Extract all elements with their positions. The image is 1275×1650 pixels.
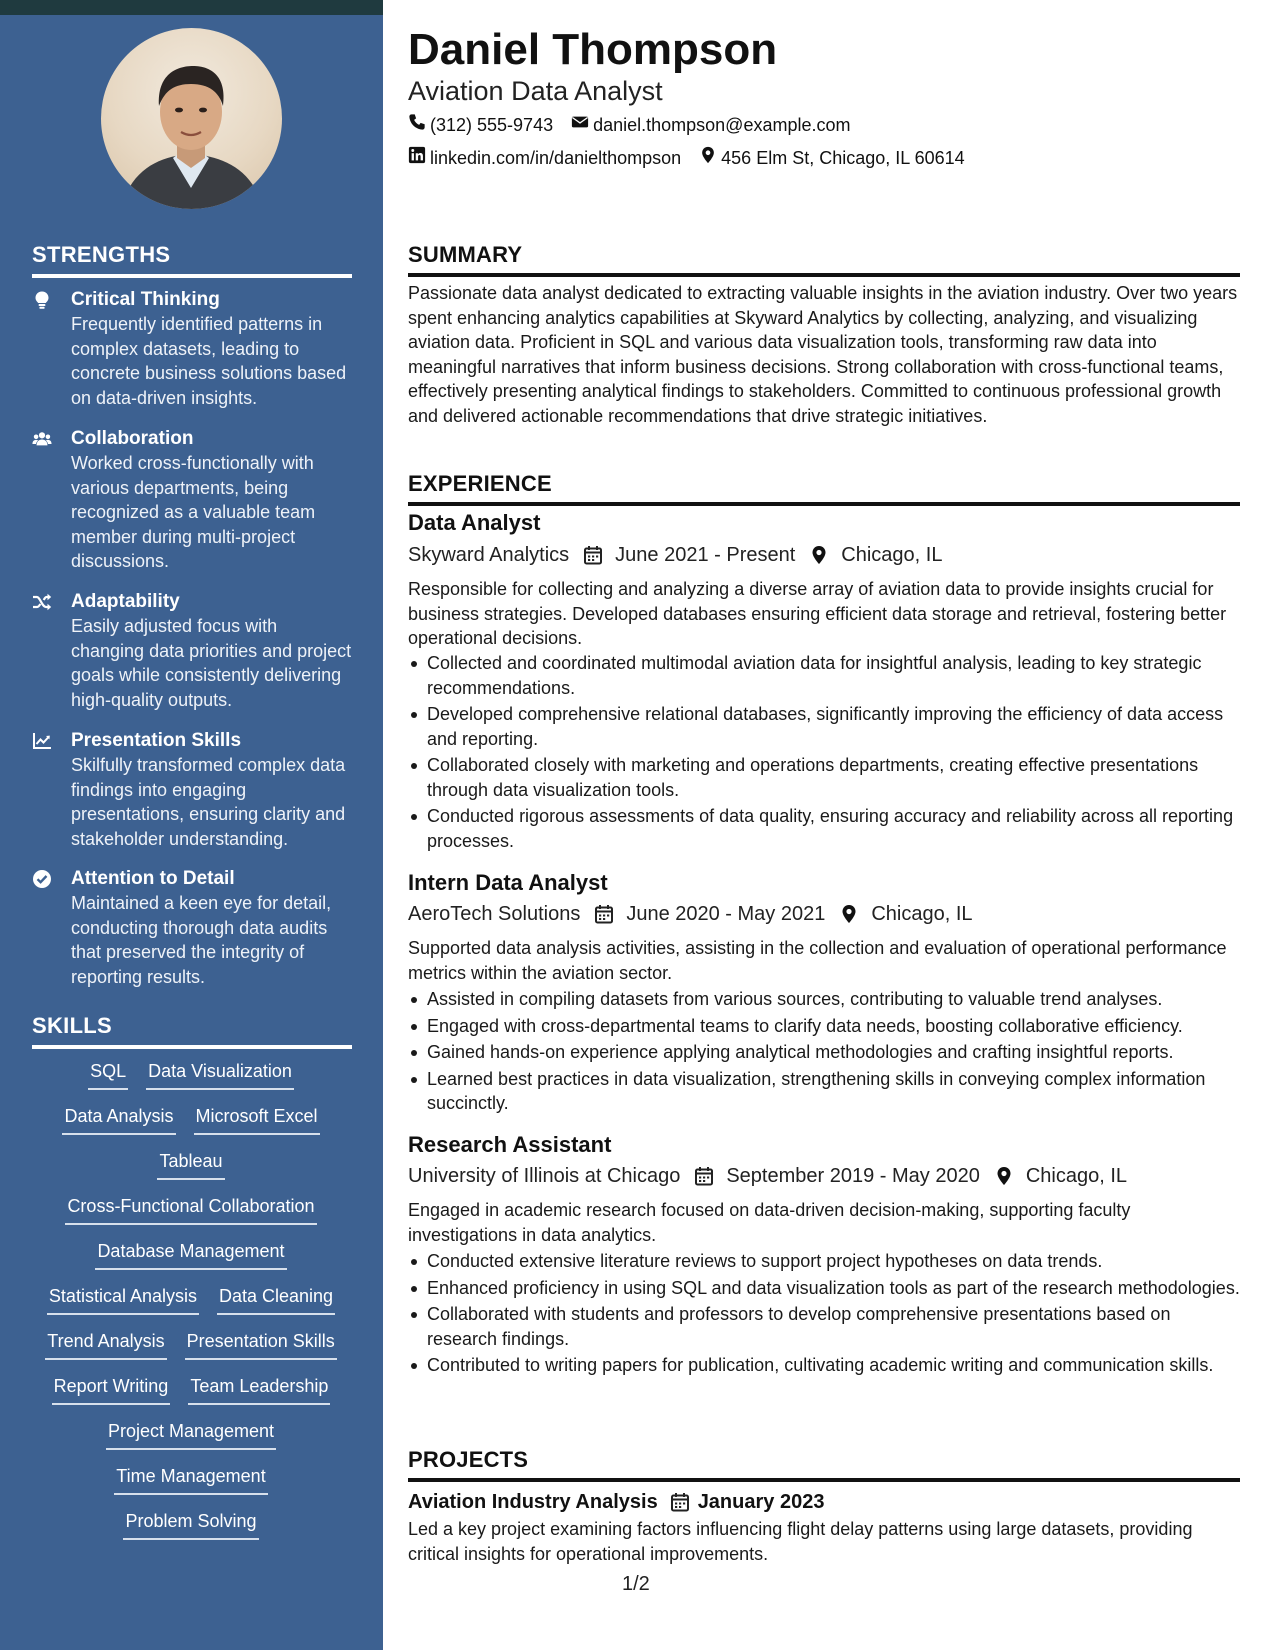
job-dates: June 2020 - May 2021	[626, 903, 826, 925]
strength-title: Collaboration	[71, 428, 194, 449]
list-item: Collected and coordinated multimodal aviation data for insightful analysis, leading to key strategic recommendations.	[408, 651, 1240, 700]
project-date: January 2023	[697, 1491, 825, 1513]
job-description: Engaged in academic research focused on data-driven decision-making, supporting faculty investigations in data analytics.	[408, 1200, 1131, 1245]
job-company: University of Illinois at Chicago	[408, 1165, 681, 1187]
project-title: Aviation Industry Analysis	[408, 1491, 658, 1513]
strength-title: Critical Thinking	[71, 289, 220, 310]
strength-item	[32, 867, 352, 989]
skill-tag: Trend Analysis	[45, 1330, 166, 1360]
location-pin-icon	[839, 904, 859, 924]
experience-heading: EXPERIENCE	[408, 471, 1240, 506]
list-item: Assisted in compiling datasets from various sources, contributing to valuable trend analyses.	[408, 987, 1240, 1012]
job-title: Intern Data Analyst	[408, 870, 608, 895]
job-bullets	[408, 651, 1240, 855]
strength-item	[32, 590, 352, 712]
envelope-icon	[571, 113, 589, 137]
list-item: Collaborated closely with marketing and operations departments, creating effective presentations through data visualization tools.	[408, 753, 1240, 802]
email-address: daniel.thompson@example.com	[593, 115, 851, 135]
job-location: Chicago, IL	[841, 544, 943, 566]
list-item: Learned best practices in data visualization, strengthening skills in conveying complex information succinctly.	[408, 1067, 1240, 1116]
job-meta	[408, 901, 973, 927]
contact-row	[408, 113, 851, 137]
strength-title: Attention to Detail	[71, 868, 235, 889]
skill-tag: Project Management	[106, 1420, 276, 1450]
job-company: Skyward Analytics	[408, 544, 570, 566]
list-item: Contributed to writing papers for publication, cultivating academic writing and communication skills.	[408, 1353, 1240, 1378]
skill-tag: Time Management	[114, 1465, 267, 1495]
list-item: Gained hands-on experience applying analytical methodologies and crafting insightful reports.	[408, 1040, 1240, 1065]
list-item: Enhanced proficiency in using SQL and data visualization tools as part of the research methodologies.	[408, 1276, 1240, 1301]
location-pin-icon	[994, 1166, 1014, 1186]
list-item: Developed comprehensive relational databases, significantly improving the efficiency of data access and reporting.	[408, 702, 1240, 751]
candidate-role: Aviation Data Analyst	[408, 76, 663, 106]
calendar-icon	[594, 904, 614, 924]
address-text: 456 Elm St, Chicago, IL 60614	[721, 148, 965, 168]
skill-tag: SQL	[88, 1060, 128, 1090]
strengths-heading: STRENGTHS	[32, 242, 352, 278]
job-dates: September 2019 - May 2020	[726, 1165, 980, 1187]
skill-tag: Microsoft Excel	[194, 1105, 320, 1135]
strength-title: Presentation Skills	[71, 730, 242, 751]
location-pin-icon	[809, 545, 829, 565]
job-location: Chicago, IL	[1025, 1165, 1128, 1187]
sidebar-top-bar	[0, 0, 383, 15]
list-item: Conducted extensive literature reviews to support project hypotheses on data trends.	[408, 1249, 1240, 1274]
job-dates: June 2021 - Present	[615, 544, 796, 566]
job-location: Chicago, IL	[871, 903, 973, 925]
job-description: Responsible for collecting and analyzing a diverse array of aviation data to provide insights crucial for business strategies. Developed databases ensuring efficient data storage and retrieval, fostering better operational decisions.	[408, 579, 1227, 648]
skill-tag: Cross-Functional Collaboration	[65, 1195, 316, 1225]
summary-text: Passionate data analyst dedicated to extracting valuable insights in the aviation industry. Over two years spent enhancing analytics capabilities at Skyward Analytics by collecting, analyzing, and visualizing aviation data. Proficient in SQL and various data visualization tools, transforming raw data into meaningful narratives that inform business decisions. Strong collaboration with cross-functional teams, effectively presenting analytical findings to stakeholders. Committed to continuous professional growth and delivered actionable recommendations that drive strategic initiatives.	[408, 283, 1238, 426]
calendar-icon	[583, 545, 603, 565]
check-circle-icon	[32, 869, 54, 891]
skill-tag: Data Analysis	[62, 1105, 175, 1135]
job-meta	[408, 542, 942, 568]
phone-contact[interactable]	[408, 113, 553, 137]
strength-item	[32, 427, 352, 574]
address-contact	[699, 146, 964, 170]
list-item: Conducted rigorous assessments of data quality, ensuring accuracy and reliability across all reporting processes.	[408, 804, 1240, 853]
location-pin-icon	[699, 146, 717, 170]
skill-tag: Report Writing	[52, 1375, 171, 1405]
calendar-icon	[670, 1492, 690, 1512]
strength-title: Adaptability	[71, 591, 180, 612]
project-header	[408, 1489, 824, 1515]
job-bullets	[408, 1249, 1240, 1380]
shuffle-icon	[32, 592, 54, 614]
linkedin-contact[interactable]	[408, 146, 681, 170]
strength-description: Skilfully transformed complex data findings into engaging presentations, ensuring clarity and stakeholder understanding.	[71, 755, 346, 849]
job-meta	[408, 1163, 1127, 1189]
phone-icon	[408, 113, 426, 137]
skill-tag: Statistical Analysis	[47, 1285, 199, 1315]
users-icon	[32, 429, 54, 451]
list-item: Engaged with cross-departmental teams to clarify data needs, boosting collaborative efficiency.	[408, 1014, 1240, 1039]
profile-photo	[101, 28, 282, 209]
candidate-name: Daniel Thompson	[408, 25, 778, 74]
job-description: Supported data analysis activities, assisting in the collection and evaluation of operational performance metrics within the aviation sector.	[408, 938, 1227, 983]
email-contact[interactable]	[571, 113, 850, 137]
lightbulb-icon	[32, 290, 54, 312]
contact-row	[408, 146, 965, 170]
skill-tag: Data Visualization	[146, 1060, 294, 1090]
projects-heading: PROJECTS	[408, 1447, 1240, 1482]
job-company: AeroTech Solutions	[408, 903, 581, 925]
list-item: Collaborated with students and professors to develop comprehensive presentations based on research findings.	[408, 1302, 1240, 1351]
skills-list	[28, 1060, 354, 1555]
calendar-icon	[694, 1166, 714, 1186]
strength-description: Frequently identified patterns in complex datasets, leading to concrete business solutions based on data-driven insights.	[71, 314, 347, 408]
strength-item	[32, 288, 352, 410]
skill-tag: Tableau	[157, 1150, 224, 1180]
strength-description: Maintained a keen eye for detail, conducting thorough data audits that preserved the integrity of reporting results.	[71, 893, 332, 987]
skill-tag: Team Leadership	[188, 1375, 330, 1405]
page-number: 1/2	[622, 1573, 650, 1595]
sidebar	[0, 0, 383, 1650]
skills-heading: SKILLS	[32, 1013, 352, 1049]
strength-item	[32, 729, 352, 851]
main-content	[408, 0, 1240, 1650]
skill-tag: Problem Solving	[123, 1510, 258, 1540]
line-chart-icon	[32, 731, 54, 753]
job-title: Data Analyst	[408, 510, 541, 535]
job-bullets	[408, 987, 1240, 1118]
linkedin-url: linkedin.com/in/danielthompson	[430, 148, 682, 168]
job-title: Research Assistant	[408, 1132, 612, 1157]
strength-description: Easily adjusted focus with changing data priorities and project goals while consistently delivering high-quality outputs.	[71, 616, 352, 710]
summary-heading: SUMMARY	[408, 242, 1240, 277]
skill-tag: Presentation Skills	[185, 1330, 337, 1360]
phone-number: (312) 555-9743	[430, 115, 554, 135]
project-description: Led a key project examining factors influencing flight delay patterns using large datasets, providing critical insights for operational improvements.	[408, 1519, 1193, 1564]
skill-tag: Data Cleaning	[217, 1285, 335, 1315]
strength-description: Worked cross-functionally with various departments, being recognized as a valuable team member during multi-project discussions.	[71, 453, 316, 571]
linkedin-icon	[408, 146, 426, 170]
skill-tag: Database Management	[95, 1240, 286, 1270]
